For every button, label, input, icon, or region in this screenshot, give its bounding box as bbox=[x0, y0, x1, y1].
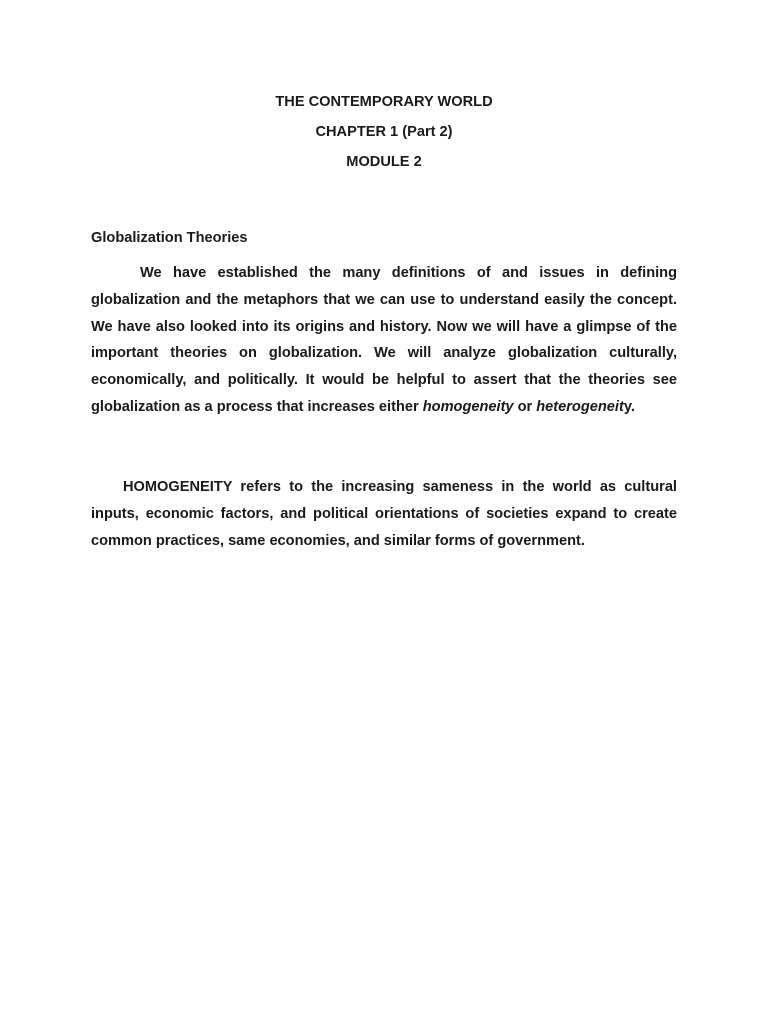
paragraph-intro bbox=[91, 260, 677, 421]
chapter-title: CHAPTER 1 (Part 2) bbox=[315, 124, 453, 140]
paragraph-intro-text: We have established the many definitions of and issues in defining globalization and the metaphors that we can use to understand easily the concept. We have also looked into its origins and history. Now we will have a glimpse of the important theories on globalization. We will analyze globalization culturally, economically, and politically. It would be helpful to assert that the theories see globalization as a process that increases either bbox=[91, 265, 677, 415]
term-heterogeneity: heterogeneit bbox=[536, 398, 624, 415]
homogeneity-definition: refers to the increasing sameness in the world as cultural inputs, economic factors, and political orientations of societies expand to create common practices, same economies, and similar forms of government. bbox=[91, 479, 677, 549]
paragraph-homogeneity bbox=[91, 474, 677, 554]
term-homogeneity: homogeneity bbox=[422, 398, 514, 415]
course-title: THE CONTEMPORARY WORLD bbox=[275, 94, 493, 110]
section-heading: Globalization Theories bbox=[91, 230, 248, 246]
module-title: MODULE 2 bbox=[346, 154, 422, 170]
term-heterogeneity-tail: y. bbox=[623, 398, 635, 415]
paragraph-connector: or bbox=[513, 398, 537, 415]
homogeneity-keyword: HOMOGENEITY bbox=[123, 479, 233, 495]
